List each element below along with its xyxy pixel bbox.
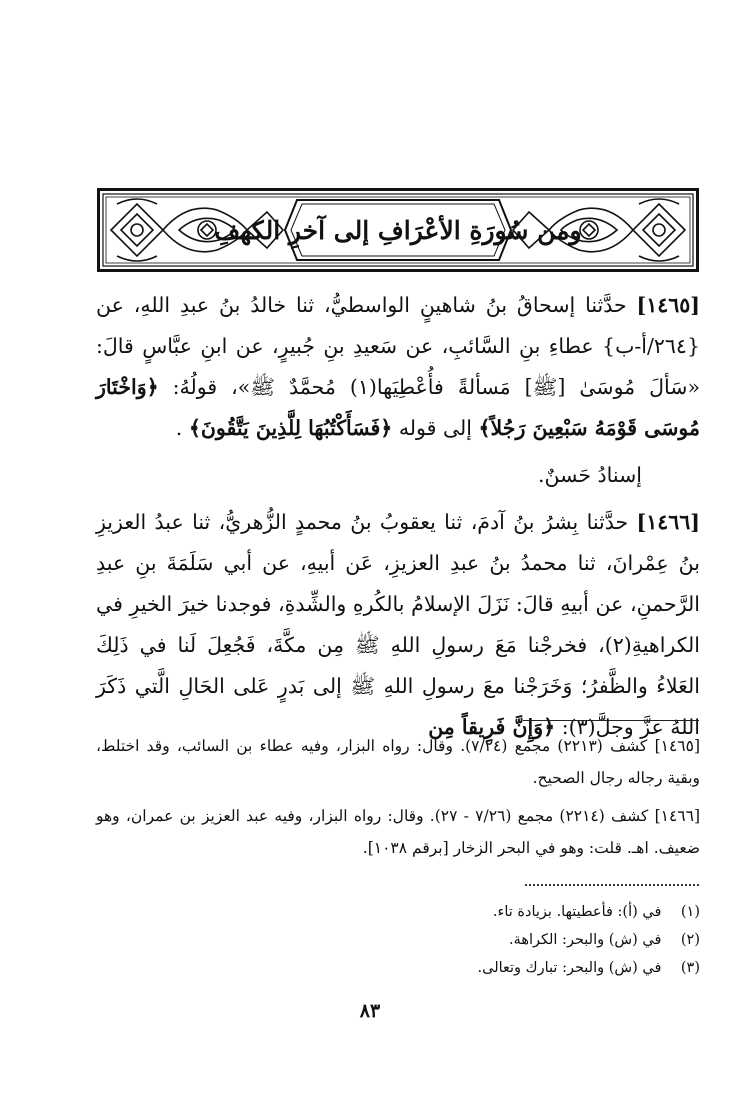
takhrij-text: كشف (٢٢١٣) مجمع (٧/٢٤). وقال: رواه البزار، وفيه عطاء بن السائب، وقد اختلط، وبقية رجاله رجال الصحيح.: [96, 737, 700, 787]
hadith-number: [١٤٦٥]: [636, 293, 700, 317]
footnote-text: في (ش) والبحر: الكراهة.: [508, 932, 662, 948]
chapter-title: ومن سُورَةِ الأعْرَافِ إلى آخرِ الكهفِ: [214, 215, 582, 245]
footnote-text: في (ش) والبحر: تبارك وتعالى.: [477, 960, 662, 976]
hadith-text-continued: إلى قوله: [392, 416, 472, 440]
takhrij-number: [١٤٦٦]: [654, 807, 700, 825]
footnotes: [300, 898, 700, 982]
footnote-number: (٢): [680, 932, 700, 948]
quran-verse: ﴿وَاخْتَارَ مُوسَى قَوْمَهُ سَبْعِينَ رَجُلاً﴾: [96, 375, 700, 440]
footnote-3: [300, 954, 700, 982]
footnote-separator: [523, 720, 699, 721]
hadith-number: [١٤٦٦]: [636, 510, 700, 534]
takhrij-number: [١٤٦٥]: [654, 737, 701, 755]
footnote-number: (١): [680, 904, 700, 920]
footnote-1: [300, 898, 700, 926]
takhrij-text: كشف (٢٢١٤) مجمع (٧/٢٦ - ٢٧). وقال: رواه البزار، وفيه عبد العزيز بن عمران، وهو ضعيف. اهـ. قلت: وهو في البحر الزخار [برقم ١٠٣٨].: [96, 807, 700, 857]
dotted-separator: [525, 884, 699, 886]
page-number: ٨٣: [359, 1000, 381, 1022]
quran-verse: ﴿وَإِنَّ فَرِيقاً مِن: [428, 715, 556, 739]
footnote-2: [300, 926, 700, 954]
hadith-text: حدَّثنا بِشرُ بنُ آدمَ، ثنا يعقوبُ بنُ محمدٍ الزُّهريُّ، ثنا عبدُ العزيزِ بنُ عِمْرانَ، ثنا محمدُ بنُ عبدِ العزيزِ، عَن أبيهِ، عن أبي سَلَمَةَ بنِ عبدِ الرَّحمنِ، عن أبيهِ قالَ: نَزَلَ الإسلامُ بالكُرهِ والشِّدةِ، فوجدنا خيرَ الخيرِ في الكراهيةِ(٢)، فخرجْنا مَعَ رسولِ اللهِ ﷺ مِن مكَّةَ، فَجُعِلَ لَنا في ذَلِكَ العَلاءُ والظَّفرُ؛ وَخَرَجْنا معَ رسولِ اللهِ ﷺ إلى بَدرٍ عَلى الحَالِ الَّتي ذَكَرَ اللهُ عزَّ وجلَّ(٣):: [96, 510, 700, 739]
hadith-text: حدَّثنا إسحاقُ بنُ شاهينٍ الواسطيُّ، ثنا خالدُ بنُ عبدِ اللهِ، عن {٢٦٤/أ-ب} عطاءِ بنِ السَّائبِ، عن سَعيدِ بنِ جُبيرٍ، عن ابنِ عبَّاسٍ قالَ: «سَألَ مُوسَىٰ [ﷺ] مَسألةً فأُعْطِيَها(١) مُحمَّدٌ ﷺ»، قولُهُ:: [96, 293, 700, 399]
footnote-text: في (أ): فأعطيتها. بزيادة تاء.: [492, 904, 662, 920]
main-text: [96, 285, 700, 754]
takhrij-1466: [96, 800, 700, 864]
footnote-number: (٣): [680, 960, 700, 976]
chapter-header: [97, 188, 699, 272]
takhrij-1465: [96, 730, 700, 794]
quran-verse: ﴿فَسَأَكْتُبُهَا لِلَّذِينَ يَتَّقُونَ﴾: [188, 416, 393, 440]
hadith-text-end: .: [175, 416, 183, 440]
hadith-1466: [96, 502, 700, 748]
hadith-1465: [96, 285, 700, 449]
takhrij-notes: [96, 730, 700, 870]
hadith-grade: إسنادُ حَسنٌ.: [537, 463, 642, 487]
